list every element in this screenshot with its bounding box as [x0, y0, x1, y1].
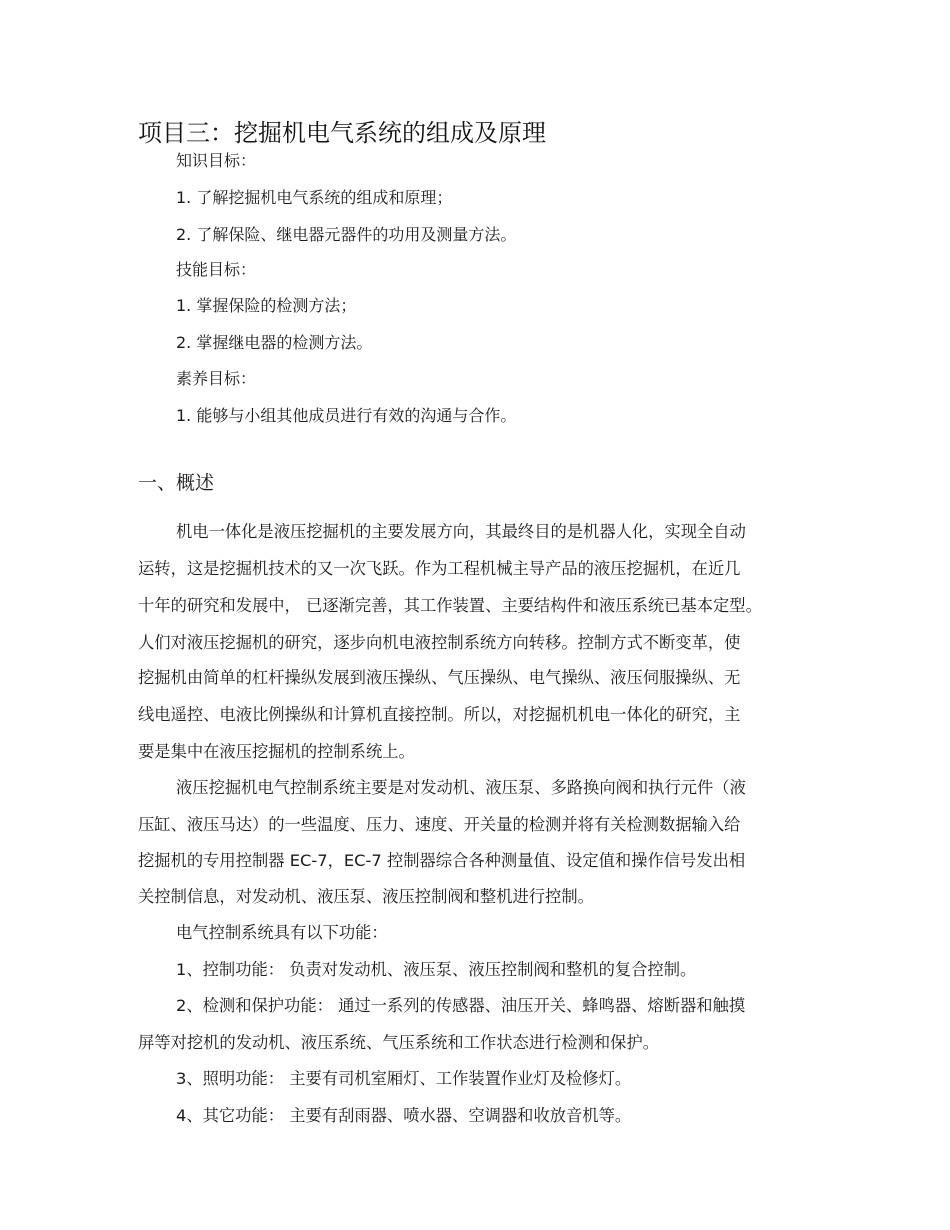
skill-objective-item: 2. 掌握继电器的检测方法。 — [176, 333, 373, 352]
paragraph-line: 挖掘机的专用控制器 EC-7，EC-7 控制器综合各种测量值、设定值和操作信号发出相 — [138, 851, 746, 870]
skill-objectives-label: 技能目标： — [176, 260, 257, 279]
function-item: 1、控制功能： 负责对发动机、液压泵、液压控制阀和整机的复合控制。 — [176, 960, 697, 979]
quality-objective-item: 1. 能够与小组其他成员进行有效的沟通与合作。 — [176, 406, 517, 425]
functions-intro: 电气控制系统具有以下功能： — [176, 923, 388, 942]
page-title: 项目三：挖掘机电气系统的组成及原理 — [138, 119, 546, 147]
paragraph-line: 线电遥控、电液比例操纵和计算机直接控制。所以，对挖掘机机电一体化的研究，主 — [138, 705, 741, 724]
function-item: 2、检测和保护功能： 通过一系列的传感器、油压开关、蜂鸣器、熔断器和触摸 — [176, 996, 746, 1015]
paragraph-line: 十年的研究和发展中， 已逐渐完善，其工作装置、主要结构件和液压系统已基本定型。 — [138, 596, 762, 615]
paragraph-line: 要是集中在液压挖掘机的控制系统上。 — [138, 742, 415, 761]
paragraph-line: 机电一体化是液压挖掘机的主要发展方向，其最终目的是机器人化，实现全自动 — [176, 522, 746, 541]
paragraph-line: 液压挖掘机电气控制系统主要是对发动机、液压泵、多路换向阀和执行元件（液 — [176, 778, 746, 797]
quality-objectives-label: 素养目标： — [176, 369, 257, 388]
knowledge-objective-item: 2. 了解保险、继电器元器件的功用及测量方法。 — [176, 225, 517, 244]
knowledge-objective-item: 1. 了解挖掘机电气系统的组成和原理； — [176, 188, 453, 207]
paragraph-line: 运转，这是挖掘机技术的又一次飞跃。作为工程机械主导产品的液压挖掘机，在近几 — [138, 559, 741, 578]
paragraph-line: 挖掘机由简单的杠杆操纵发展到液压操纵、气压操纵、电气操纵、液压伺服操纵、无 — [138, 668, 741, 687]
paragraph-line: 人们对液压挖掘机的研究，逐步向机电液控制系统方向转移。控制方式不断变革，使 — [138, 633, 741, 652]
function-item: 4、其它功能： 主要有刮雨器、喷水器、空调器和收放音机等。 — [176, 1106, 632, 1125]
section-heading-overview: 一、概述 — [138, 472, 215, 494]
paragraph-line: 关控制信息，对发动机、液压泵、液压控制阀和整机进行控制。 — [138, 887, 594, 906]
knowledge-objectives-label: 知识目标： — [176, 151, 257, 170]
function-item-continuation: 屏等对挖机的发动机、液压系统、气压系统和工作状态进行检测和保护。 — [138, 1033, 660, 1052]
paragraph-line: 压缸、液压马达）的一些温度、压力、速度、开关量的检测并将有关检测数据输入给 — [138, 815, 741, 834]
function-item: 3、照明功能： 主要有司机室厢灯、工作装置作业灯及检修灯。 — [176, 1069, 632, 1088]
skill-objective-item: 1. 掌握保险的检测方法； — [176, 296, 357, 315]
